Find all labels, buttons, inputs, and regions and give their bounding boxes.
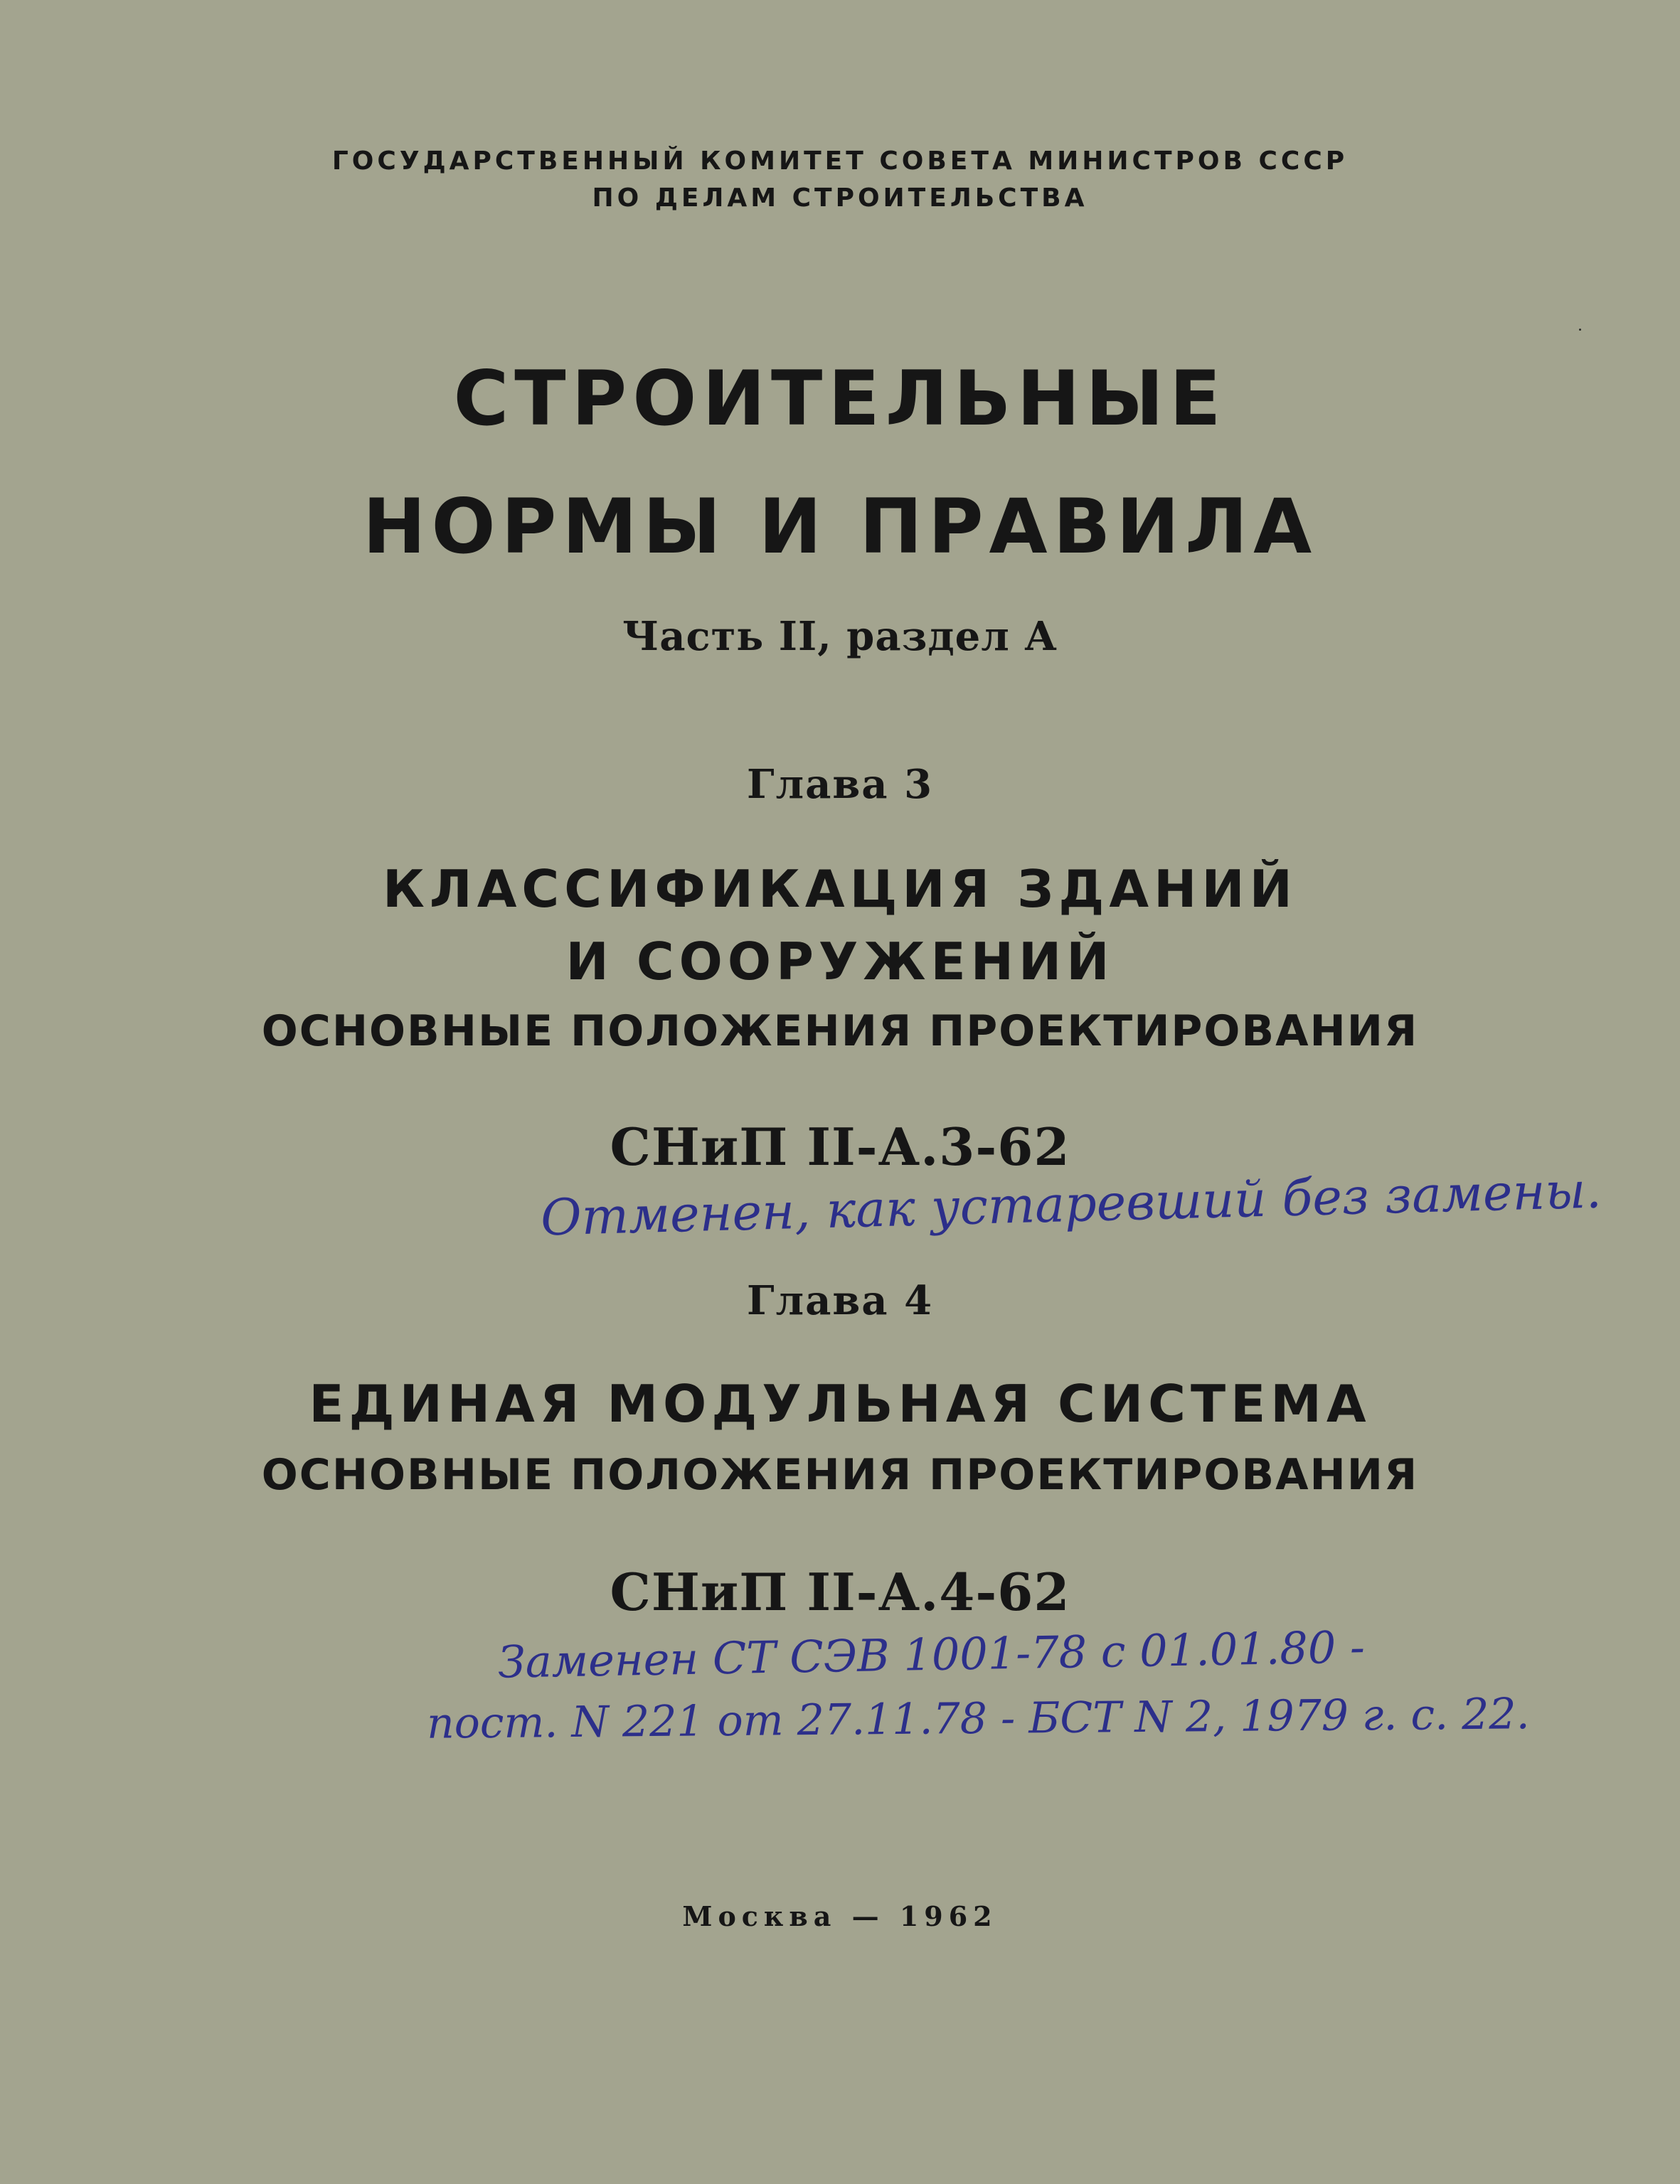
scan-speck xyxy=(1579,329,1581,331)
chapter3-handwritten-note: Отменен, как устаревший без замены. xyxy=(540,1161,1602,1247)
main-title-line2: НОРМЫ И ПРАВИЛА xyxy=(362,483,1318,570)
chapter4-subtitle: ОСНОВНЫЕ ПОЛОЖЕНИЯ ПРОЕКТИРОВАНИЯ xyxy=(261,1450,1419,1500)
chapter3-subtitle: ОСНОВНЫЕ ПОЛОЖЕНИЯ ПРОЕКТИРОВАНИЯ xyxy=(261,1006,1419,1056)
chapter4-handwritten-note-line2: пост. N 221 от 27.11.78 - БСТ N 2, 1979 г. с. 22. xyxy=(426,1689,1530,1749)
part-section-label: Часть II, раздел А xyxy=(622,613,1058,660)
chapter3-label: Глава 3 xyxy=(746,761,934,808)
issuing-authority-line2: ПО ДЕЛАМ СТРОИТЕЛЬСТВА xyxy=(592,183,1088,213)
main-title-line1: СТРОИТЕЛЬНЫЕ xyxy=(453,355,1227,442)
chapter3-title-line1: КЛАССИФИКАЦИЯ ЗДАНИЙ xyxy=(383,859,1297,919)
chapter4-code: СНиП II-А.4-62 xyxy=(610,1562,1070,1622)
chapter4-handwritten-note-line1: Заменен СТ СЭВ 1001-78 с 01.01.80 - xyxy=(497,1621,1366,1688)
issuing-authority-line1: ГОСУДАРСТВЕННЫЙ КОМИТЕТ СОВЕТА МИНИСТРОВ СССР xyxy=(331,147,1349,176)
chapter4-label: Глава 4 xyxy=(746,1277,934,1324)
chapter3-code: СНиП II-А.3-62 xyxy=(610,1117,1070,1177)
chapter3-title-line2: И СООРУЖЕНИЙ xyxy=(565,932,1115,991)
chapter4-title: ЕДИНАЯ МОДУЛЬНАЯ СИСТЕМА xyxy=(309,1374,1371,1434)
publication-imprint: Москва — 1962 xyxy=(682,1900,998,1932)
